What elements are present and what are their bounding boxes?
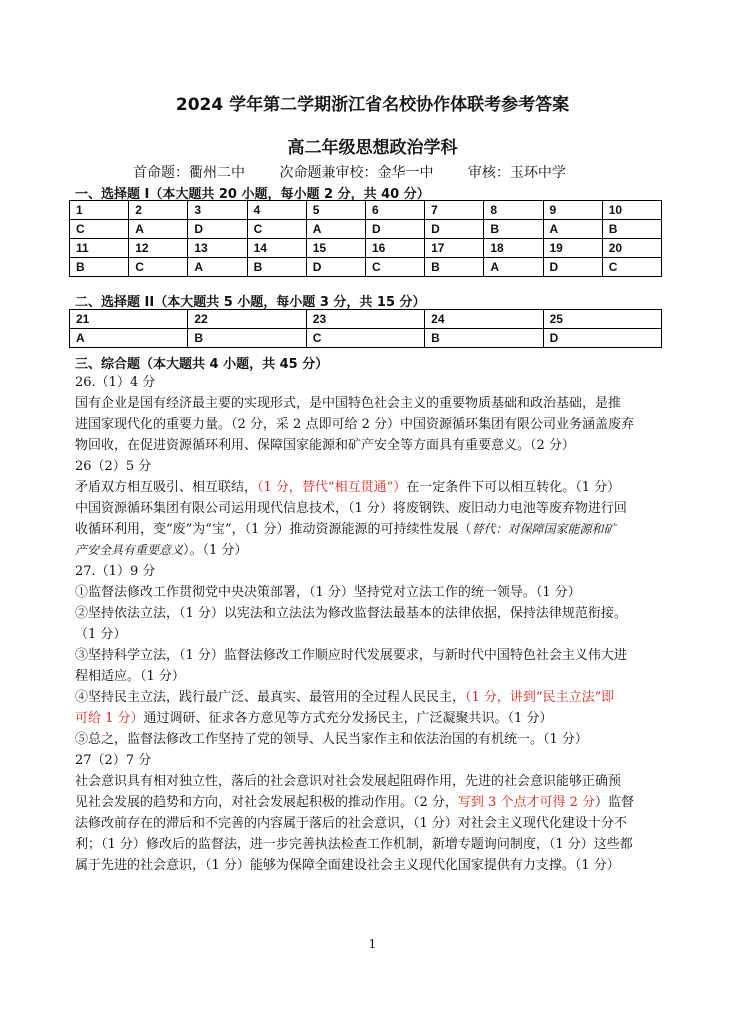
answer-line	[75, 540, 665, 561]
section2-heading: 二、选择题 II（本大题共 5 小题，每小题 3 分，共 15 分）	[75, 295, 426, 310]
answer-text: 27.（1）9 分	[75, 564, 156, 579]
section3-body	[75, 372, 665, 876]
table-cell: 24	[425, 310, 543, 329]
table-cell: 19	[543, 239, 602, 258]
table-cell: 14	[247, 239, 306, 258]
table-cell: D	[306, 258, 365, 277]
table-cell: A	[543, 220, 602, 239]
answer-line	[75, 477, 665, 498]
table-row	[70, 201, 662, 220]
answer-text: ⑤总之，监督法修改工作坚持了党的领导、人民当家作主和依法治国的有机统一。（1 分）	[75, 732, 588, 747]
table-cell: 25	[543, 310, 661, 329]
answer-text: ）监督	[594, 795, 634, 810]
answer-line	[75, 414, 665, 435]
answer-line	[75, 561, 665, 582]
answer-line	[75, 687, 665, 708]
table-cell: A	[129, 220, 188, 239]
credits-line	[133, 162, 596, 182]
table-cell: 1	[70, 201, 129, 220]
table-cell: 16	[365, 239, 424, 258]
table-cell: 9	[543, 201, 602, 220]
scoring-note: （1 分，讲到“民主立法”即	[465, 690, 615, 705]
table-cell: D	[543, 258, 602, 277]
answer-text: ②坚持依法立法，（1 分）以宪法和立法法为修改监督法最基本的法律依据，保持法律规范衔接。	[75, 606, 627, 621]
answer-line	[75, 498, 665, 519]
table-cell: C	[602, 258, 661, 277]
credit-reviewer: 审核：玉环中学	[467, 165, 566, 181]
answer-line	[75, 855, 665, 876]
table-cell: B	[188, 329, 306, 348]
answer-line	[75, 834, 665, 855]
answer-text: 通过调研、征求各方意见等方式充分发扬民主，广泛凝聚共识。（1 分）	[143, 711, 553, 726]
credit-first-setter: 首命题：衢州二中	[133, 165, 245, 181]
answer-line	[75, 645, 665, 666]
answer-text: 在一定条件下可以相互转化。（1 分）	[406, 480, 621, 495]
table-cell: D	[425, 220, 484, 239]
table-cell: B	[602, 220, 661, 239]
table-cell: A	[484, 258, 543, 277]
page-number: 1	[368, 937, 377, 951]
table-cell: 18	[484, 239, 543, 258]
answer-text: 物回收，在促进资源循环利用、保障国家能源和矿产安全等方面具有重要意义。（2 分）	[75, 438, 575, 453]
table-cell: A	[70, 329, 188, 348]
table-cell: 20	[602, 239, 661, 258]
section3-heading: 三、综合题（本大题共 4 小题，共 45 分）	[75, 357, 329, 372]
table-cell: B	[425, 329, 543, 348]
answer-text: ③坚持科学立法，（1 分）监督法修改工作顺应时代发展要求，与新时代中国特色社会主义伟大进	[75, 648, 627, 663]
table-cell: 23	[306, 310, 424, 329]
answer-text: ）。（1 分）	[183, 543, 248, 558]
answer-line	[75, 393, 665, 414]
table-cell: 11	[70, 239, 129, 258]
credit-second-setter: 次命题兼审校：金华一中	[279, 165, 434, 181]
table-cell: 7	[425, 201, 484, 220]
table-row	[70, 239, 662, 258]
table-cell: 17	[425, 239, 484, 258]
answer-text: 27（2）7 分	[75, 753, 152, 768]
answer-text: 国有企业是国有经济最主要的实现形式，是中国特色社会主义的重要物质基础和政治基础，是推	[75, 396, 622, 411]
answer-line	[75, 435, 665, 456]
table-cell: 10	[602, 201, 661, 220]
answer-line	[75, 792, 665, 813]
table-cell: 6	[365, 201, 424, 220]
table-cell: D	[365, 220, 424, 239]
table-cell: 3	[188, 201, 247, 220]
table-cell: A	[306, 220, 365, 239]
answer-text: ④坚持民主立法，践行最广泛、最真实、最管用的全过程人民民主，	[75, 690, 466, 705]
answer-line	[75, 771, 665, 792]
table-cell: A	[188, 258, 247, 277]
answer-text: 社会意识具有相对独立性，落后的社会意识对社会发展起阻碍作用，先进的社会意识能够正确预	[75, 774, 622, 789]
table-cell: C	[247, 220, 306, 239]
scoring-note: 可给 1 分）	[75, 711, 144, 726]
table-cell: 15	[306, 239, 365, 258]
table-cell: 4	[247, 201, 306, 220]
answer-text: 收循环利用，变“废”为“宝”，（1 分）推动资源能源的可持续性发展（	[75, 522, 472, 537]
answer-line	[75, 729, 665, 750]
answer-text: 矛盾双方相互吸引、相互联结，	[75, 480, 258, 495]
answer-text: 替代：对保障国家能源和矿	[471, 522, 616, 536]
table-cell: 21	[70, 310, 188, 329]
answer-line	[75, 603, 665, 624]
table-cell: D	[188, 220, 247, 239]
table-cell: 12	[129, 239, 188, 258]
table-row	[70, 220, 662, 239]
answer-line	[75, 624, 665, 645]
table-cell: 5	[306, 201, 365, 220]
answer-text: 程相适应。（1 分）	[75, 669, 185, 684]
answer-line	[75, 750, 665, 771]
answer-text: 26.（1）4 分	[75, 375, 156, 390]
answer-text: 中国资源循环集团有限公司运用现代信息技术，（1 分）将废钢铁、废旧动力电池等废弃物进行回	[75, 501, 627, 516]
answer-text: 26（2）5 分	[75, 459, 152, 474]
document-title: 2024 学年第二学期浙江省名校协作体联考参考答案	[175, 95, 570, 115]
table-cell: C	[306, 329, 424, 348]
answer-text: 法修改前存在的滞后和不完善的内容属于落后的社会意识，（1 分）对社会主义现代化建设十分不	[75, 816, 627, 831]
table-cell: B	[247, 258, 306, 277]
table-cell: B	[484, 220, 543, 239]
answer-line	[75, 519, 665, 540]
table-row	[70, 329, 662, 348]
table-cell: 13	[188, 239, 247, 258]
answer-line	[75, 456, 665, 477]
scoring-note: 写到 3 个点才可得 2 分	[457, 795, 595, 810]
table-row	[70, 310, 662, 329]
document-subtitle: 高二年级思想政治学科	[287, 138, 458, 158]
answer-text: （1 分）	[75, 627, 127, 642]
answer-line	[75, 666, 665, 687]
answer-table-2	[69, 309, 662, 348]
answer-line	[75, 582, 665, 603]
scoring-note: （1 分，替代“相互贯通”）	[257, 480, 407, 495]
answer-line	[75, 813, 665, 834]
table-cell: D	[543, 329, 661, 348]
answer-line	[75, 372, 665, 393]
table-cell: C	[365, 258, 424, 277]
table-cell: 2	[129, 201, 188, 220]
answer-text: 进国家现代化的重要力量。（2 分，采 2 点即可给 2 分）中国资源循环集团有限公司业务涵盖废弃	[75, 417, 634, 432]
table-cell: B	[425, 258, 484, 277]
answer-text: 利；（1 分）修改后的监督法，进一步完善执法检查工作机制，新增专题询问制度，（1 分）这些都	[75, 837, 633, 852]
table-cell: 8	[484, 201, 543, 220]
answer-text: 见社会发展的趋势和方向，对社会发展起积极的推动作用。（2 分，	[75, 795, 458, 810]
table-cell: C	[70, 220, 129, 239]
answer-table-1	[69, 200, 662, 277]
table-cell: B	[70, 258, 129, 277]
table-cell: 22	[188, 310, 306, 329]
answer-line	[75, 708, 665, 729]
answer-text: ①监督法修改工作贯彻党中央决策部署，（1 分）坚持党对立法工作的统一领导。（1 分）	[75, 585, 581, 600]
table-cell: C	[129, 258, 188, 277]
answer-text: 属于先进的社会意识，（1 分）能够为保障全面建设社会主义现代化国家提供有力支撑。（1 分）	[75, 858, 620, 873]
answer-text: 产安全具有重要意义	[75, 543, 184, 557]
section1-heading: 一、选择题 I（本大题共 20 小题，每小题 2 分，共 40 分）	[75, 187, 430, 202]
table-row	[70, 258, 662, 277]
